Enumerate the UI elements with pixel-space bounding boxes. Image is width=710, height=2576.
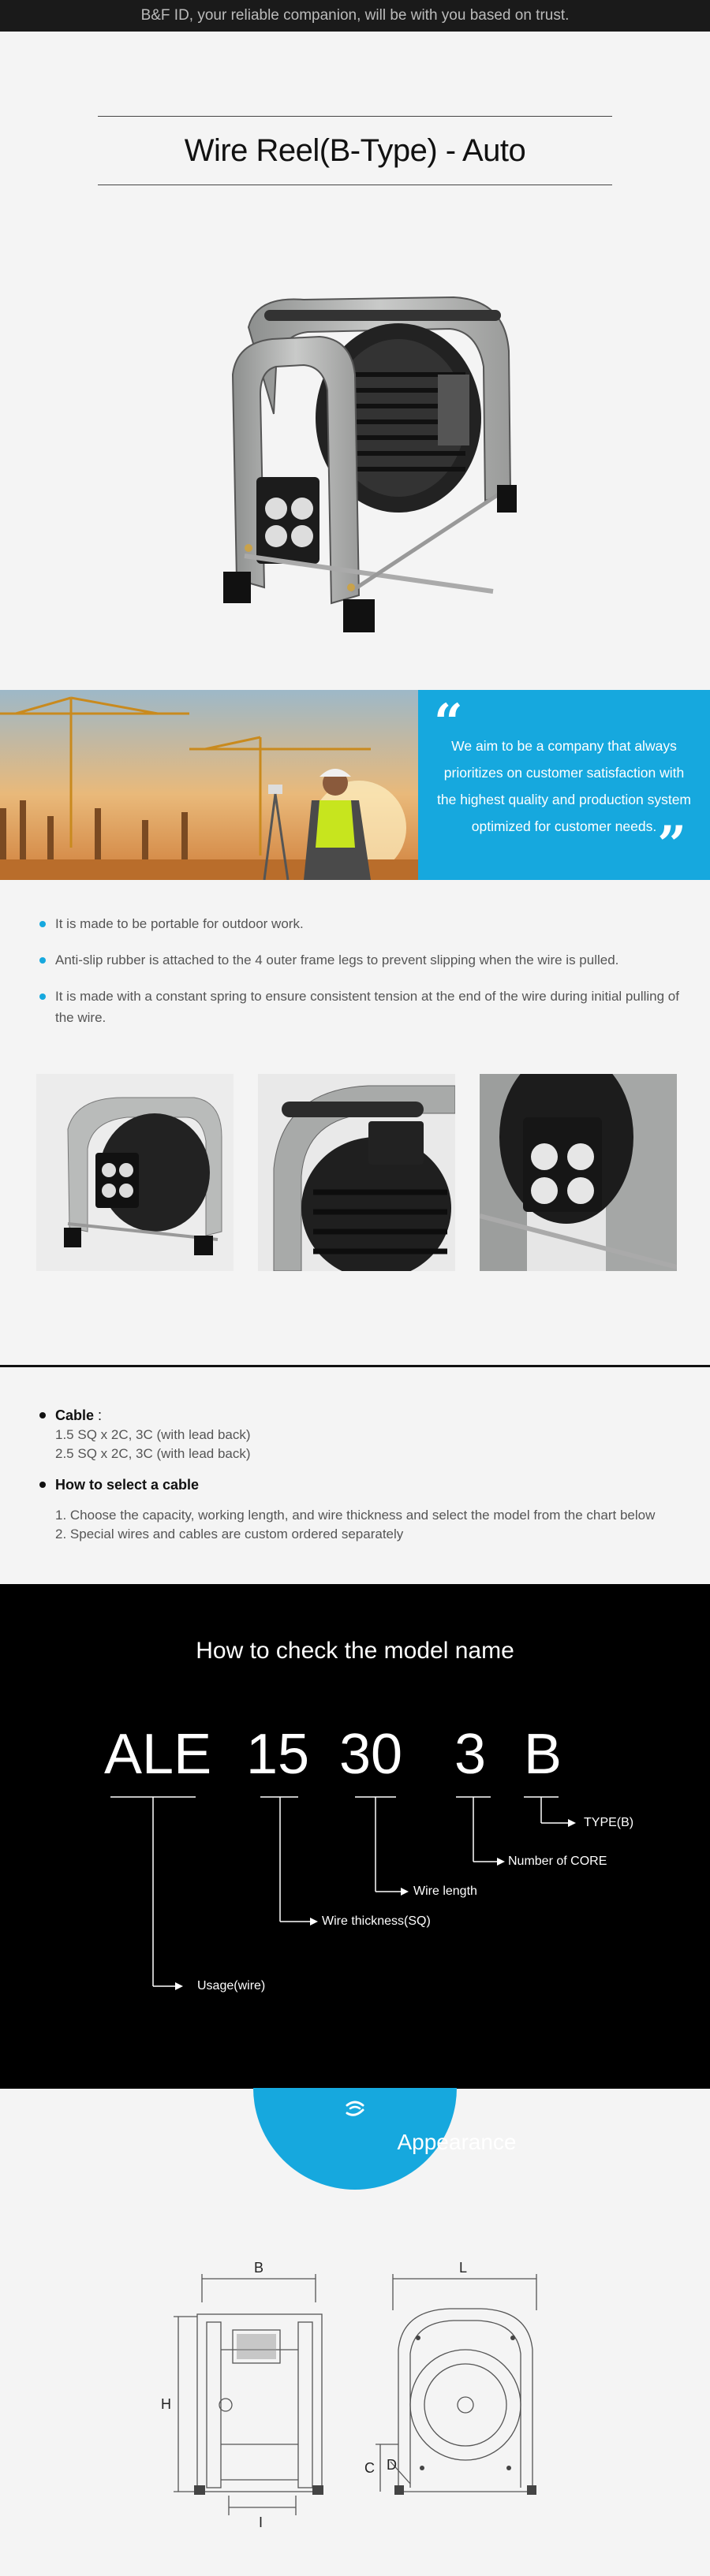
swirl-icon <box>342 2097 368 2123</box>
model-code-thickness: 15 <box>246 1723 310 1786</box>
model-code-length: 30 <box>339 1723 403 1786</box>
feature-list <box>39 913 686 1043</box>
top-tagline-bar <box>0 0 710 32</box>
model-code-core: 3 <box>454 1723 487 1786</box>
product-hero-image <box>201 280 517 651</box>
close-quote-icon: ” <box>657 815 686 874</box>
model-guide-title: How to check the model name <box>196 1638 514 1664</box>
dim-label-i: I <box>259 2514 263 2530</box>
model-name-guide <box>0 1584 710 2089</box>
dimension-drawing <box>150 2255 576 2555</box>
dim-label-b: B <box>254 2260 264 2276</box>
mission-quote <box>418 690 710 880</box>
model-guide-leader-lines <box>0 1584 710 2089</box>
label-core: Number of CORE <box>508 1855 607 1868</box>
thumbnail-front-view <box>36 1074 234 1271</box>
model-code-type: B <box>524 1723 562 1786</box>
construction-site-photo <box>0 690 418 880</box>
tagline-text: B&F ID, your reliable companion, will be with you based on trust. <box>140 7 570 24</box>
label-usage: Usage(wire) <box>197 1979 266 1993</box>
dim-label-c: C <box>364 2460 375 2476</box>
select-cable-heading: How to select a cable <box>39 1474 686 1495</box>
appearance-badge <box>253 2088 517 2190</box>
feature-item: It is made with a constant spring to ensure consistent tension at the end of the wire during initial pulling of the wire. <box>39 986 686 1028</box>
feature-item: It is made to be portable for outdoor work. <box>39 913 686 934</box>
select-cable-step: 1. Choose the capacity, working length, and wire thickness and select the model from the chart below <box>55 1508 656 1523</box>
cable-spec-line: 1.5 SQ x 2C, 3C (with lead back) <box>55 1427 251 1442</box>
mission-banner <box>0 690 710 880</box>
dim-label-h: H <box>161 2396 171 2412</box>
cable-spec-line: 2.5 SQ x 2C, 3C (with lead back) <box>55 1446 251 1461</box>
dim-label-d: D <box>387 2457 397 2473</box>
product-title-block <box>98 116 612 185</box>
label-type: TYPE(B) <box>584 1816 634 1829</box>
label-length: Wire length <box>413 1884 477 1898</box>
feature-item: Anti-slip rubber is attached to the 4 outer frame legs to prevent slipping when the wire is pulled. <box>39 949 686 971</box>
mission-quote-text: We aim to be a company that always prioritizes on customer satisfaction with the highest quality and production system optimized for customer needs. <box>437 738 691 834</box>
model-code-usage: ALE <box>104 1723 212 1786</box>
thumbnail-top-detail <box>258 1074 455 1271</box>
dim-label-l: L <box>459 2260 468 2276</box>
thumbnail-socket-detail <box>480 1074 677 1271</box>
page-title: Wire Reel(B-Type) - Auto <box>184 132 526 168</box>
select-cable-step: 2. Special wires and cables are custom ordered separately <box>55 1527 404 1541</box>
appearance-label: Appearance <box>397 2130 517 2154</box>
label-thickness: Wire thickness(SQ) <box>322 1914 431 1928</box>
cable-specs <box>39 1405 686 1544</box>
section-divider <box>0 1365 710 1367</box>
open-quote-icon: “ <box>434 693 463 752</box>
product-thumbnails <box>36 1074 677 1271</box>
cable-heading: Cable : <box>39 1405 686 1426</box>
